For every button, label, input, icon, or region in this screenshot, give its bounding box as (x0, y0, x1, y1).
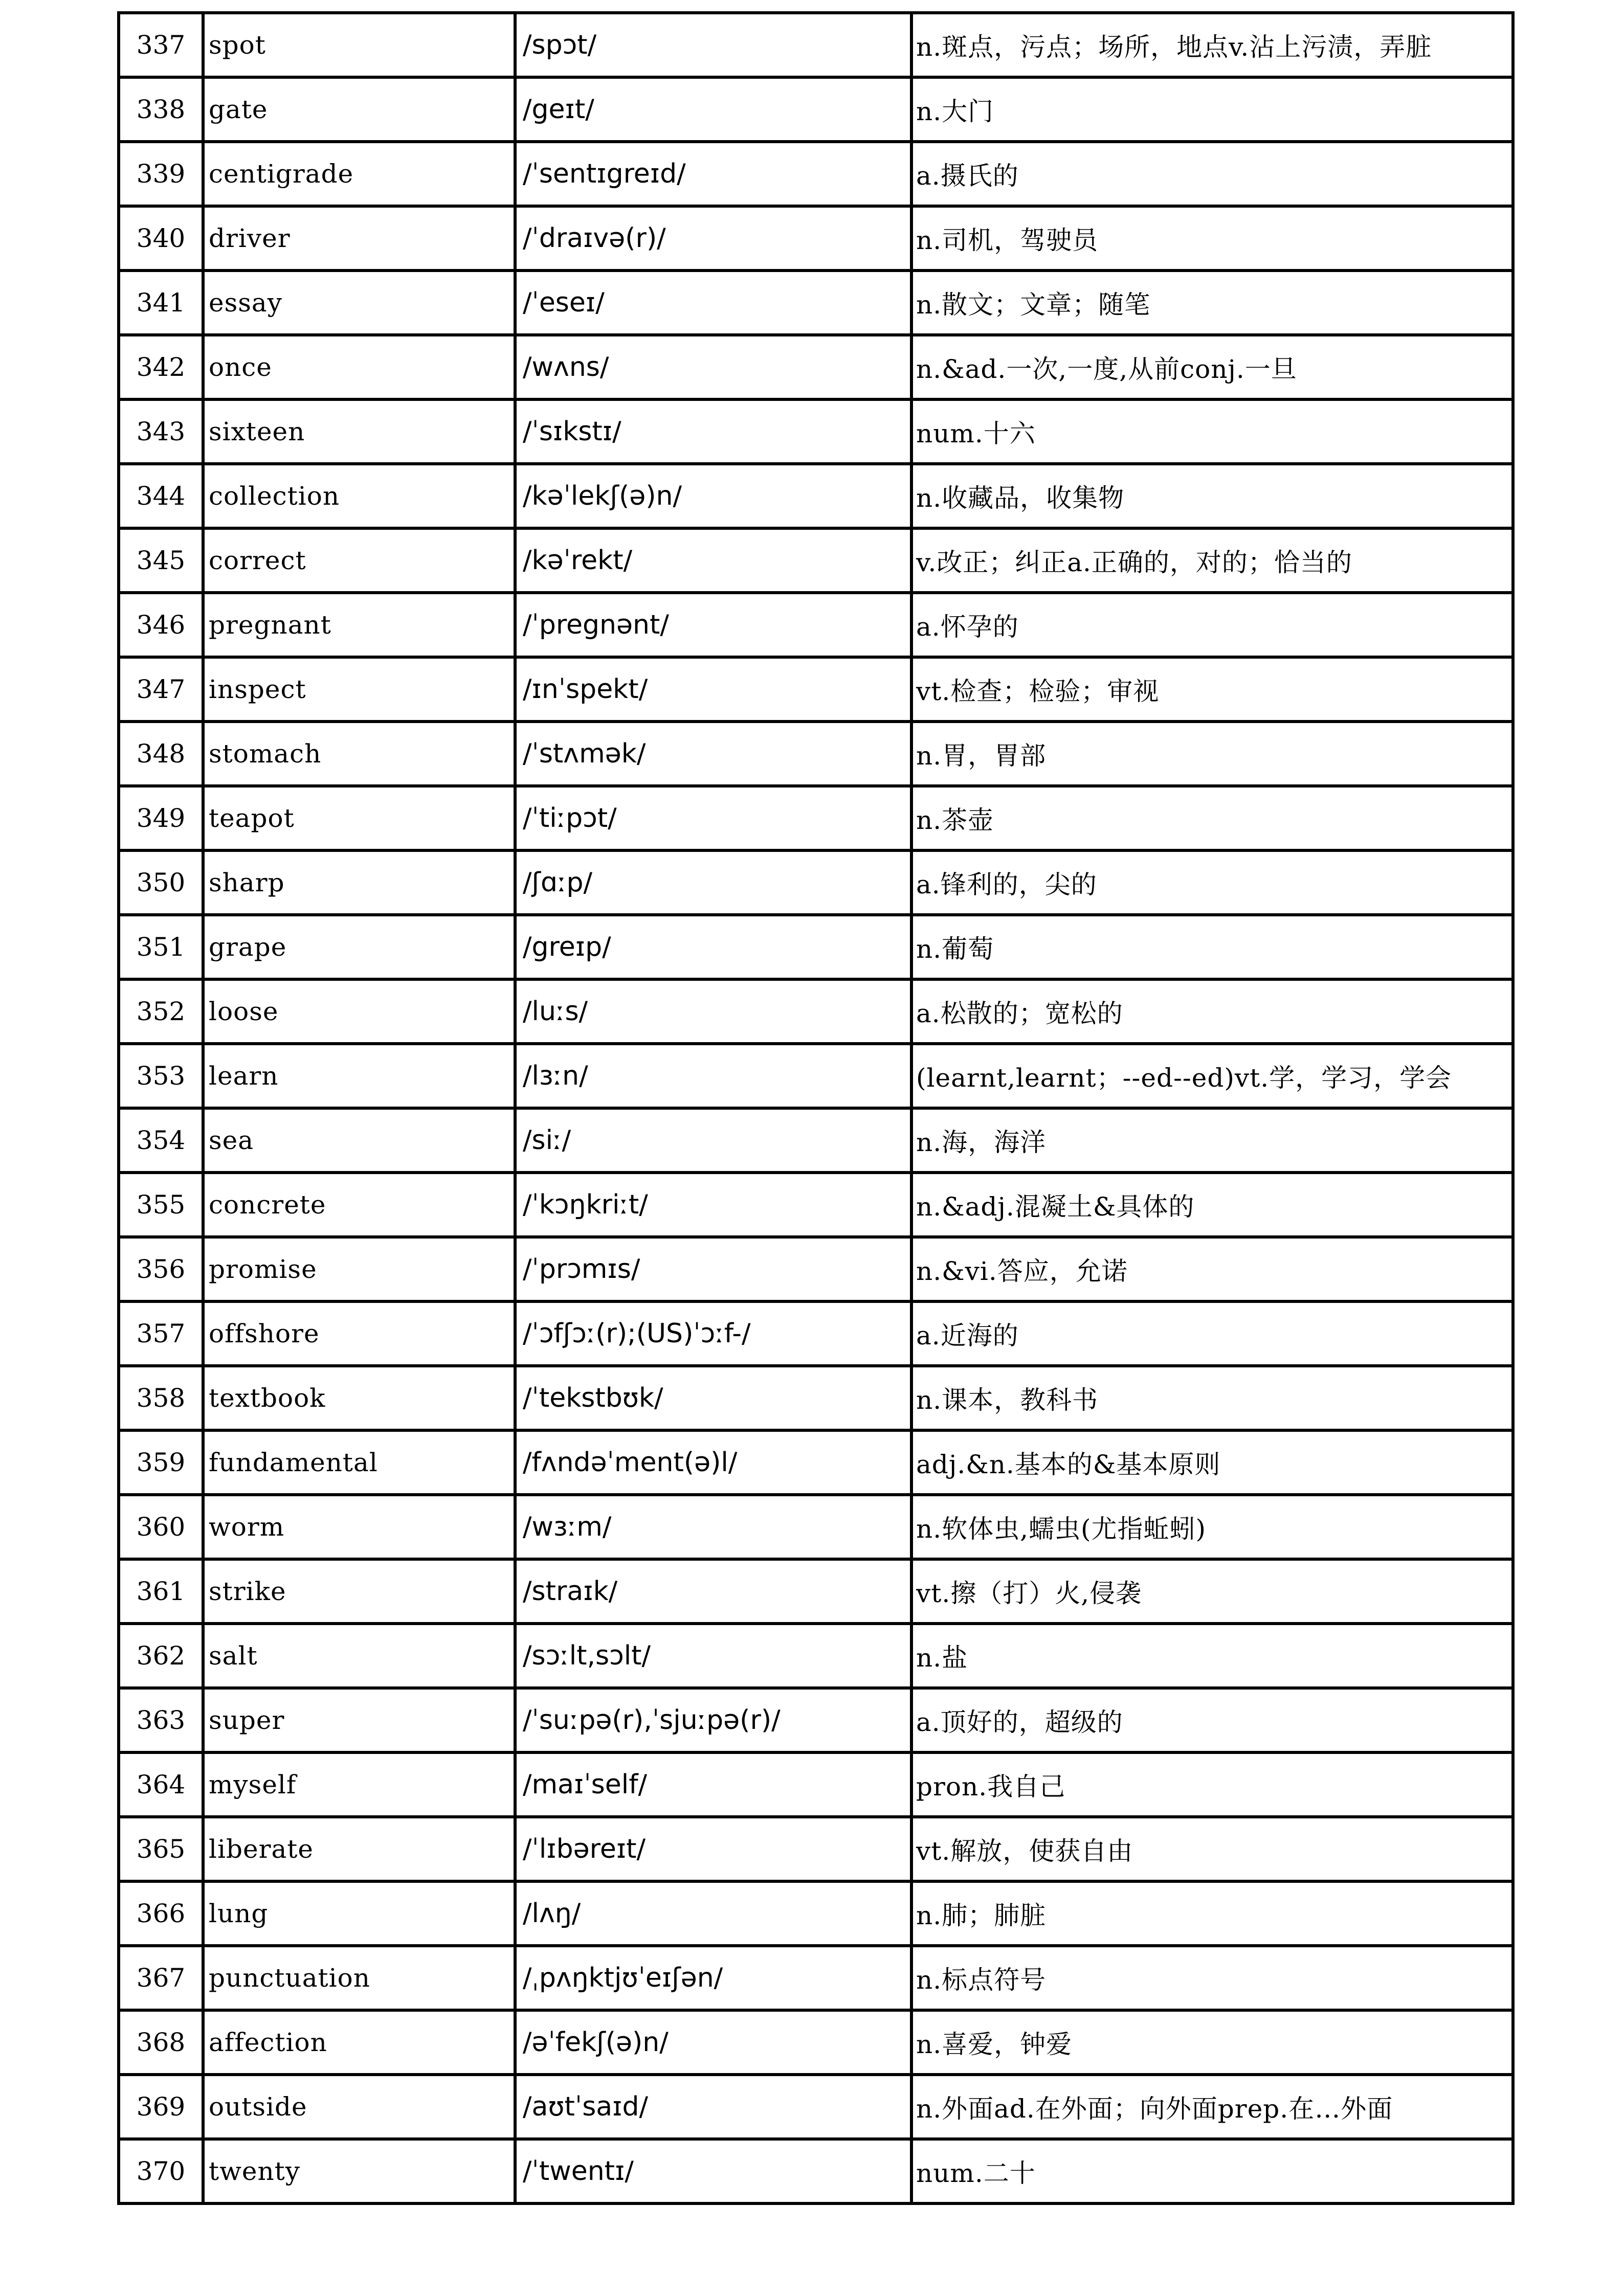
entry-phonetic: /ˌpʌŋktjʊˈeɪʃən/ (515, 1946, 911, 2010)
entry-phonetic: /lɜːn/ (515, 1044, 911, 1108)
entry-number: 350 (119, 850, 203, 915)
entry-word: strike (203, 1559, 515, 1624)
entry-number: 370 (119, 2139, 203, 2203)
entry-word: twenty (203, 2139, 515, 2203)
table-row (119, 2139, 1513, 2203)
table-row (119, 1495, 1513, 1559)
table-row (119, 1946, 1513, 2010)
entry-definition: (learnt,learnt；--ed--ed)vt.学，学习，学会 (911, 1044, 1513, 1108)
entry-number: 365 (119, 1817, 203, 1881)
entry-phonetic: /greɪp/ (515, 915, 911, 979)
entry-phonetic: /geɪt/ (515, 77, 911, 142)
entry-phonetic: /ˈdraɪvə(r)/ (515, 206, 911, 271)
entry-phonetic: /siː/ (515, 1108, 911, 1173)
table-row (119, 2010, 1513, 2075)
entry-definition: a.锋利的，尖的 (911, 850, 1513, 915)
entry-word: promise (203, 1237, 515, 1301)
entry-number: 338 (119, 77, 203, 142)
entry-word: correct (203, 528, 515, 593)
table-row (119, 1237, 1513, 1301)
entry-number: 366 (119, 1881, 203, 1946)
entry-phonetic: /ˈeseɪ/ (515, 271, 911, 335)
entry-definition: a.怀孕的 (911, 593, 1513, 657)
entry-number: 345 (119, 528, 203, 593)
entry-number: 359 (119, 1430, 203, 1495)
entry-word: outside (203, 2075, 515, 2139)
table-row (119, 13, 1513, 77)
entry-word: stomach (203, 722, 515, 786)
entry-definition: n.司机，驾驶员 (911, 206, 1513, 271)
entry-definition: a.近海的 (911, 1301, 1513, 1366)
entry-number: 368 (119, 2010, 203, 2075)
entry-number: 357 (119, 1301, 203, 1366)
entry-phonetic: /ʃɑːp/ (515, 850, 911, 915)
entry-definition: n.收藏品，收集物 (911, 464, 1513, 528)
entry-phonetic: /maɪˈself/ (515, 1752, 911, 1817)
table-row (119, 399, 1513, 464)
entry-phonetic: /ˈsɪkstɪ/ (515, 399, 911, 464)
entry-word: punctuation (203, 1946, 515, 2010)
entry-number: 344 (119, 464, 203, 528)
entry-number: 367 (119, 1946, 203, 2010)
table-row (119, 1173, 1513, 1237)
entry-definition: n.肺；肺脏 (911, 1881, 1513, 1946)
entry-word: gate (203, 77, 515, 142)
entry-phonetic: /ˈsentɪgreɪd/ (515, 142, 911, 206)
entry-word: salt (203, 1624, 515, 1688)
entry-definition: n.标点符号 (911, 1946, 1513, 2010)
entry-word: learn (203, 1044, 515, 1108)
entry-number: 340 (119, 206, 203, 271)
entry-word: centigrade (203, 142, 515, 206)
entry-number: 353 (119, 1044, 203, 1108)
entry-number: 356 (119, 1237, 203, 1301)
table-row (119, 335, 1513, 399)
entry-word: liberate (203, 1817, 515, 1881)
entry-word: grape (203, 915, 515, 979)
entry-word: sixteen (203, 399, 515, 464)
entry-word: offshore (203, 1301, 515, 1366)
entry-phonetic: /aʊtˈsaɪd/ (515, 2075, 911, 2139)
entry-word: textbook (203, 1366, 515, 1430)
entry-definition: n.胃，胃部 (911, 722, 1513, 786)
vocabulary-table-body (119, 13, 1513, 2203)
entry-definition: n.斑点，污点；场所，地点v.沾上污渍，弄脏 (911, 13, 1513, 77)
entry-word: loose (203, 979, 515, 1044)
entry-phonetic: /ˈprɔmɪs/ (515, 1237, 911, 1301)
entry-definition: vt.检查；检验；审视 (911, 657, 1513, 722)
entry-definition: n.外面ad.在外面；向外面prep.在…外面 (911, 2075, 1513, 2139)
entry-number: 358 (119, 1366, 203, 1430)
entry-definition: a.摄氏的 (911, 142, 1513, 206)
table-row (119, 657, 1513, 722)
table-row (119, 1301, 1513, 1366)
entry-number: 343 (119, 399, 203, 464)
entry-word: driver (203, 206, 515, 271)
entry-phonetic: /luːs/ (515, 979, 911, 1044)
entry-number: 341 (119, 271, 203, 335)
table-row (119, 1366, 1513, 1430)
entry-word: worm (203, 1495, 515, 1559)
entry-definition: n.喜爱，钟爱 (911, 2010, 1513, 2075)
entry-word: concrete (203, 1173, 515, 1237)
table-row (119, 979, 1513, 1044)
entry-number: 364 (119, 1752, 203, 1817)
entry-phonetic: /ˈtiːpɔt/ (515, 786, 911, 850)
entry-definition: pron.我自己 (911, 1752, 1513, 1817)
table-row (119, 1881, 1513, 1946)
table-row (119, 464, 1513, 528)
entry-definition: adj.&n.基本的&基本原则 (911, 1430, 1513, 1495)
entry-number: 339 (119, 142, 203, 206)
entry-number: 349 (119, 786, 203, 850)
entry-definition: a.顶好的，超级的 (911, 1688, 1513, 1752)
entry-word: lung (203, 1881, 515, 1946)
entry-number: 351 (119, 915, 203, 979)
entry-phonetic: /wɜːm/ (515, 1495, 911, 1559)
entry-number: 337 (119, 13, 203, 77)
entry-definition: n.海，海洋 (911, 1108, 1513, 1173)
entry-phonetic: /ˈstʌmək/ (515, 722, 911, 786)
table-row (119, 1688, 1513, 1752)
table-row (119, 1044, 1513, 1108)
entry-word: essay (203, 271, 515, 335)
entry-phonetic: /ˈkɔŋkriːt/ (515, 1173, 911, 1237)
table-row (119, 1752, 1513, 1817)
table-row (119, 1817, 1513, 1881)
table-row (119, 142, 1513, 206)
table-row (119, 271, 1513, 335)
entry-definition: n.软体虫,蠕虫(尤指蚯蚓) (911, 1495, 1513, 1559)
entry-phonetic: /fʌndəˈment(ə)l/ (515, 1430, 911, 1495)
table-row (119, 1624, 1513, 1688)
entry-word: fundamental (203, 1430, 515, 1495)
entry-phonetic: /kəˈlekʃ(ə)n/ (515, 464, 911, 528)
entry-phonetic: /lʌŋ/ (515, 1881, 911, 1946)
entry-definition: n.&ad.一次,一度,从前conj.一旦 (911, 335, 1513, 399)
table-row (119, 722, 1513, 786)
entry-phonetic: /sɔːlt,sɔlt/ (515, 1624, 911, 1688)
entry-phonetic: /kəˈrekt/ (515, 528, 911, 593)
table-row (119, 1430, 1513, 1495)
entry-word: affection (203, 2010, 515, 2075)
entry-number: 362 (119, 1624, 203, 1688)
table-row (119, 850, 1513, 915)
entry-number: 360 (119, 1495, 203, 1559)
entry-number: 369 (119, 2075, 203, 2139)
entry-definition: a.松散的；宽松的 (911, 979, 1513, 1044)
entry-word: once (203, 335, 515, 399)
entry-word: myself (203, 1752, 515, 1817)
table-row (119, 1108, 1513, 1173)
entry-phonetic: /ɪnˈspekt/ (515, 657, 911, 722)
entry-number: 342 (119, 335, 203, 399)
entry-phonetic: /wʌns/ (515, 335, 911, 399)
table-row (119, 1559, 1513, 1624)
entry-definition: n.盐 (911, 1624, 1513, 1688)
entry-word: teapot (203, 786, 515, 850)
entry-definition: num.二十 (911, 2139, 1513, 2203)
entry-number: 348 (119, 722, 203, 786)
entry-definition: n.葡萄 (911, 915, 1513, 979)
entry-number: 346 (119, 593, 203, 657)
entry-phonetic: /straɪk/ (515, 1559, 911, 1624)
table-row (119, 77, 1513, 142)
entry-word: collection (203, 464, 515, 528)
entry-word: super (203, 1688, 515, 1752)
entry-phonetic: /ˈtwentɪ/ (515, 2139, 911, 2203)
entry-phonetic: /ˈlɪbəreɪt/ (515, 1817, 911, 1881)
entry-phonetic: /ˈɔfʃɔː(r);(US)ˈɔːf-/ (515, 1301, 911, 1366)
entry-number: 354 (119, 1108, 203, 1173)
entry-definition: n.散文；文章；随笔 (911, 271, 1513, 335)
entry-word: pregnant (203, 593, 515, 657)
entry-definition: vt.解放，使获自由 (911, 1817, 1513, 1881)
entry-word: spot (203, 13, 515, 77)
entry-definition: v.改正；纠正a.正确的，对的；恰当的 (911, 528, 1513, 593)
table-row (119, 206, 1513, 271)
entry-definition: n.大门 (911, 77, 1513, 142)
entry-phonetic: /ˈpregnənt/ (515, 593, 911, 657)
entry-word: inspect (203, 657, 515, 722)
entry-number: 363 (119, 1688, 203, 1752)
entry-definition: n.课本，教科书 (911, 1366, 1513, 1430)
entry-number: 347 (119, 657, 203, 722)
table-row (119, 786, 1513, 850)
table-row (119, 528, 1513, 593)
entry-definition: n.&adj.混凝土&具体的 (911, 1173, 1513, 1237)
entry-definition: num.十六 (911, 399, 1513, 464)
entry-phonetic: /ˈsuːpə(r),ˈsjuːpə(r)/ (515, 1688, 911, 1752)
table-row (119, 593, 1513, 657)
entry-phonetic: /spɔt/ (515, 13, 911, 77)
entry-word: sharp (203, 850, 515, 915)
entry-definition: n.茶壶 (911, 786, 1513, 850)
table-row (119, 2075, 1513, 2139)
table-row (119, 915, 1513, 979)
entry-number: 361 (119, 1559, 203, 1624)
vocabulary-table (117, 11, 1515, 2205)
entry-phonetic: /əˈfekʃ(ə)n/ (515, 2010, 911, 2075)
entry-phonetic: /ˈtekstbʊk/ (515, 1366, 911, 1430)
entry-number: 352 (119, 979, 203, 1044)
entry-word: sea (203, 1108, 515, 1173)
entry-definition: vt.擦（打）火,侵袭 (911, 1559, 1513, 1624)
entry-definition: n.&vi.答应，允诺 (911, 1237, 1513, 1301)
entry-number: 355 (119, 1173, 203, 1237)
